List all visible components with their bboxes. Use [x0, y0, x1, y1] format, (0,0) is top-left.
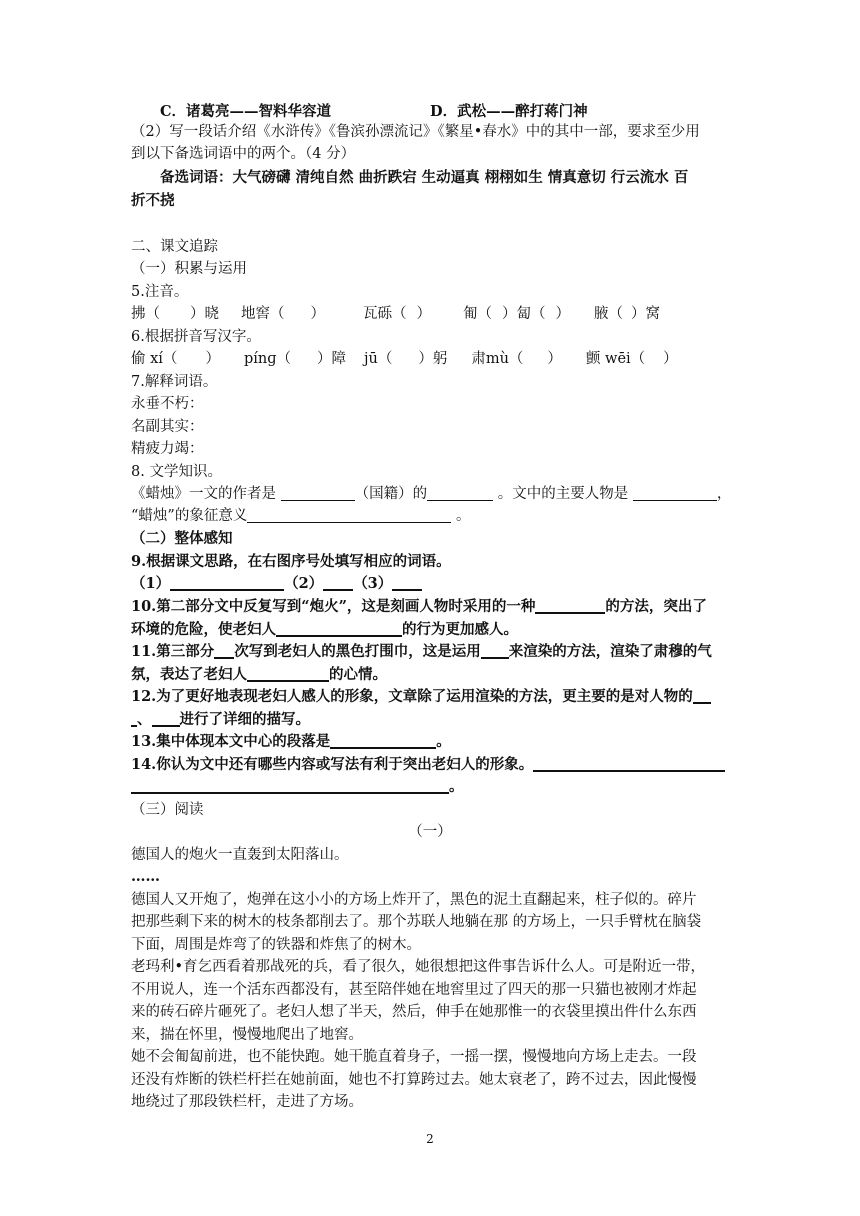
q2-line1: （2）写一段话介绍《水浒传》《鲁滨孙漂流记》《繁星•春水》中的其中一部，要求至少用 — [131, 124, 700, 140]
q6-item: ） — [205, 351, 220, 367]
reading-line: 老玛利•育乞西看着那战死的兵，看了很久，她很想把这件事告诉什么人。可是附近一带， — [131, 959, 706, 975]
q7-item: 永垂不朽： — [131, 396, 204, 412]
reading-heading: （一） — [408, 824, 452, 840]
q14-line2 — [131, 776, 464, 798]
reading-line: 来，揣在怀里，慢慢地爬出了地窖。 — [131, 1027, 363, 1043]
q13-line — [131, 731, 451, 753]
q7-item: 精疲力竭： — [131, 441, 204, 457]
q10-line2 — [131, 619, 518, 641]
q8-line1 — [131, 483, 731, 505]
q7-item: 名副其实： — [131, 419, 204, 435]
blank-line[interactable] — [152, 710, 180, 727]
q13-text: 13.集中体现本文中心的段落是 — [131, 733, 331, 750]
q9-b3: （3） — [353, 575, 393, 592]
q11-text: 次写到老妇人的黑色打围巾，这是运用 — [234, 643, 481, 660]
q10-text: 的方法，突出了 — [605, 598, 707, 615]
q5-item: ） — [416, 306, 431, 322]
q5-label: 5.注音。 — [131, 284, 189, 300]
q10-line1 — [131, 596, 707, 618]
reading-line: 把那些剩下来的树木的枝条都削去了。那个苏联人地躺在那 的方场上，一只手臂枕在脑袋 — [131, 914, 702, 930]
q10-text: 环境的危险，使老妇人 — [131, 621, 276, 638]
blank-line[interactable] — [693, 687, 711, 704]
reading-p1: 德国人的炮火一直轰到太阳落山。 — [131, 847, 349, 863]
q9-label: 9.根据课文思路，在右图序号处填写相应的词语。 — [131, 553, 451, 570]
q14-text: 。 — [449, 778, 464, 795]
blank-line[interactable] — [392, 574, 422, 591]
q5-item: ）窝 — [631, 306, 660, 322]
q11-text: 的心情。 — [329, 666, 387, 683]
q6-items — [131, 348, 678, 370]
q2-words1: 备选词语：大气磅礴 清纯自然 曲折跌宕 生动逼真 栩栩如生 情真意切 行云流水 百 — [160, 169, 689, 186]
q5-item: ）匐（ — [502, 306, 546, 322]
q12-text: 12.为了更好地表现老妇人感人的形象，文章除了运用渲染的方法，更主要的是对人物的 — [131, 688, 693, 705]
q7-label: 7.解释词语。 — [131, 374, 218, 390]
q6-item: ） — [663, 351, 678, 367]
blank-line[interactable] — [533, 755, 725, 772]
q6-item: 肃mù（ — [471, 351, 524, 367]
blank-line[interactable] — [247, 507, 451, 523]
q14-text: 14.你认为文中还有哪些内容或写法有利于突出老妇人的形象。 — [131, 756, 534, 773]
q14-line1 — [131, 754, 725, 776]
reading-line: 来的砖石碎片砸死了。老妇人想了半天，然后，伸手在她那惟一的衣袋里摸出件什么东西 — [131, 1004, 697, 1020]
q11-line1 — [131, 641, 712, 663]
q5-item: 腋（ — [594, 306, 623, 322]
q8-label: 8. 文学知识。 — [131, 464, 222, 480]
q12-line1 — [131, 686, 711, 708]
blank-line[interactable] — [633, 485, 717, 501]
q8-text: “蜡烛”的象征意义 — [131, 508, 248, 524]
q6-item: ）躬 — [418, 351, 448, 367]
q5-item: 匍（ — [463, 306, 492, 322]
q8-text: 。文中的主要人物是 — [497, 486, 629, 502]
q11-text: 来渲染的方法，渲染了肃穆的气 — [508, 643, 712, 660]
q6-item: 偷 xí（ — [131, 351, 178, 367]
blank-line[interactable] — [535, 597, 605, 614]
blank-line[interactable] — [170, 574, 284, 591]
q8-text: （国籍）的 — [354, 486, 428, 502]
q13-text: 。 — [436, 733, 451, 750]
q12-text: 、 — [137, 711, 152, 728]
q5-item: 瓦砾（ — [363, 306, 407, 322]
page-number: 2 — [426, 1132, 434, 1146]
section2-title: 二、课文追踪 — [131, 239, 218, 255]
reading-line: 还没有炸断的铁栏杆拦在她前面，她也不打算跨过去。她太衰老了，跨不过去，因此慢慢 — [131, 1072, 697, 1088]
reading-ellipsis: …… — [131, 868, 160, 885]
blank-line[interactable] — [276, 620, 402, 637]
q8-text: 。 — [455, 508, 471, 524]
reading-line: 她不会匍匐前进，也不能快跑。她干脆直着身子，一摇一摆，慢慢地向方场上走去。一段 — [131, 1049, 697, 1065]
blank-line[interactable] — [131, 777, 449, 794]
q11-text: 11.第三部分 — [131, 643, 215, 660]
q2-words2: 折不挠 — [131, 192, 175, 209]
q5-item: 地窖（ — [241, 306, 285, 322]
q5-items — [131, 303, 660, 325]
q6-label: 6.根据拼音写汉字。 — [131, 329, 261, 345]
reading-line: 德国人又开炮了，炮弹在这小小的方场上炸开了，黑色的泥土直翻起来，柱子似的。碎片 — [131, 892, 697, 908]
q9-b1: （1） — [131, 575, 171, 592]
q5-item: 拂（ — [131, 306, 160, 322]
q6-item: pínɡ（ — [243, 351, 291, 367]
q2-line2: 到以下备选词语中的两个。（4 分） — [131, 146, 356, 162]
q10-text: 10.第二部分文中反复写到“炮火”，这是刻画人物时采用的一种 — [131, 598, 536, 615]
q6-item: ）障 — [316, 351, 346, 367]
blank-line[interactable] — [330, 732, 436, 749]
q5-item: ） — [555, 306, 570, 322]
q6-item: ） — [547, 351, 562, 367]
option-c: C．诸葛亮——智料华容道 — [160, 103, 332, 120]
sub3-title: （三）阅读 — [131, 802, 204, 818]
reading-line: 地绕过了那段铁栏杆，走进了方场。 — [131, 1094, 363, 1110]
option-d: D．武松——醉打蒋门神 — [430, 103, 588, 120]
q12-text: 进行了详细的描写。 — [179, 711, 310, 728]
q8-text: ， — [716, 486, 732, 502]
q11-line2 — [131, 664, 387, 686]
blank-line[interactable] — [247, 665, 329, 682]
blank-line[interactable] — [481, 642, 509, 659]
q8-text: 《蜡烛》一文的作者是 — [131, 486, 276, 502]
sub1-title: （一）积累与运用 — [131, 261, 247, 277]
q10-text: 的行为更加感人。 — [402, 621, 518, 638]
q6-item: 颤 wēi（ — [585, 351, 646, 367]
q8-line2 — [131, 505, 470, 527]
blank-line[interactable] — [281, 485, 355, 501]
reading-line: 不用说人，连一个活东西都没有，甚至陪伴她在地窖里过了四天的那一只猫也被刚才炸起 — [131, 982, 697, 998]
q11-text: 氛，表达了老妇人 — [131, 666, 247, 683]
sub2-title: （二）整体感知 — [131, 530, 233, 547]
blank-line[interactable] — [214, 642, 234, 659]
blank-line[interactable] — [323, 574, 353, 591]
blank-line[interactable] — [427, 485, 493, 501]
q9-blanks — [131, 573, 422, 595]
q12-line2 — [131, 709, 310, 731]
q9-b2: （2） — [284, 575, 324, 592]
q5-item: ）晓 — [190, 306, 219, 322]
reading-line: 下面，周围是炸弯了的铁器和炸焦了的树木。 — [131, 937, 421, 953]
q5-item: ） — [310, 306, 325, 322]
q6-item: jū（ — [363, 351, 393, 367]
